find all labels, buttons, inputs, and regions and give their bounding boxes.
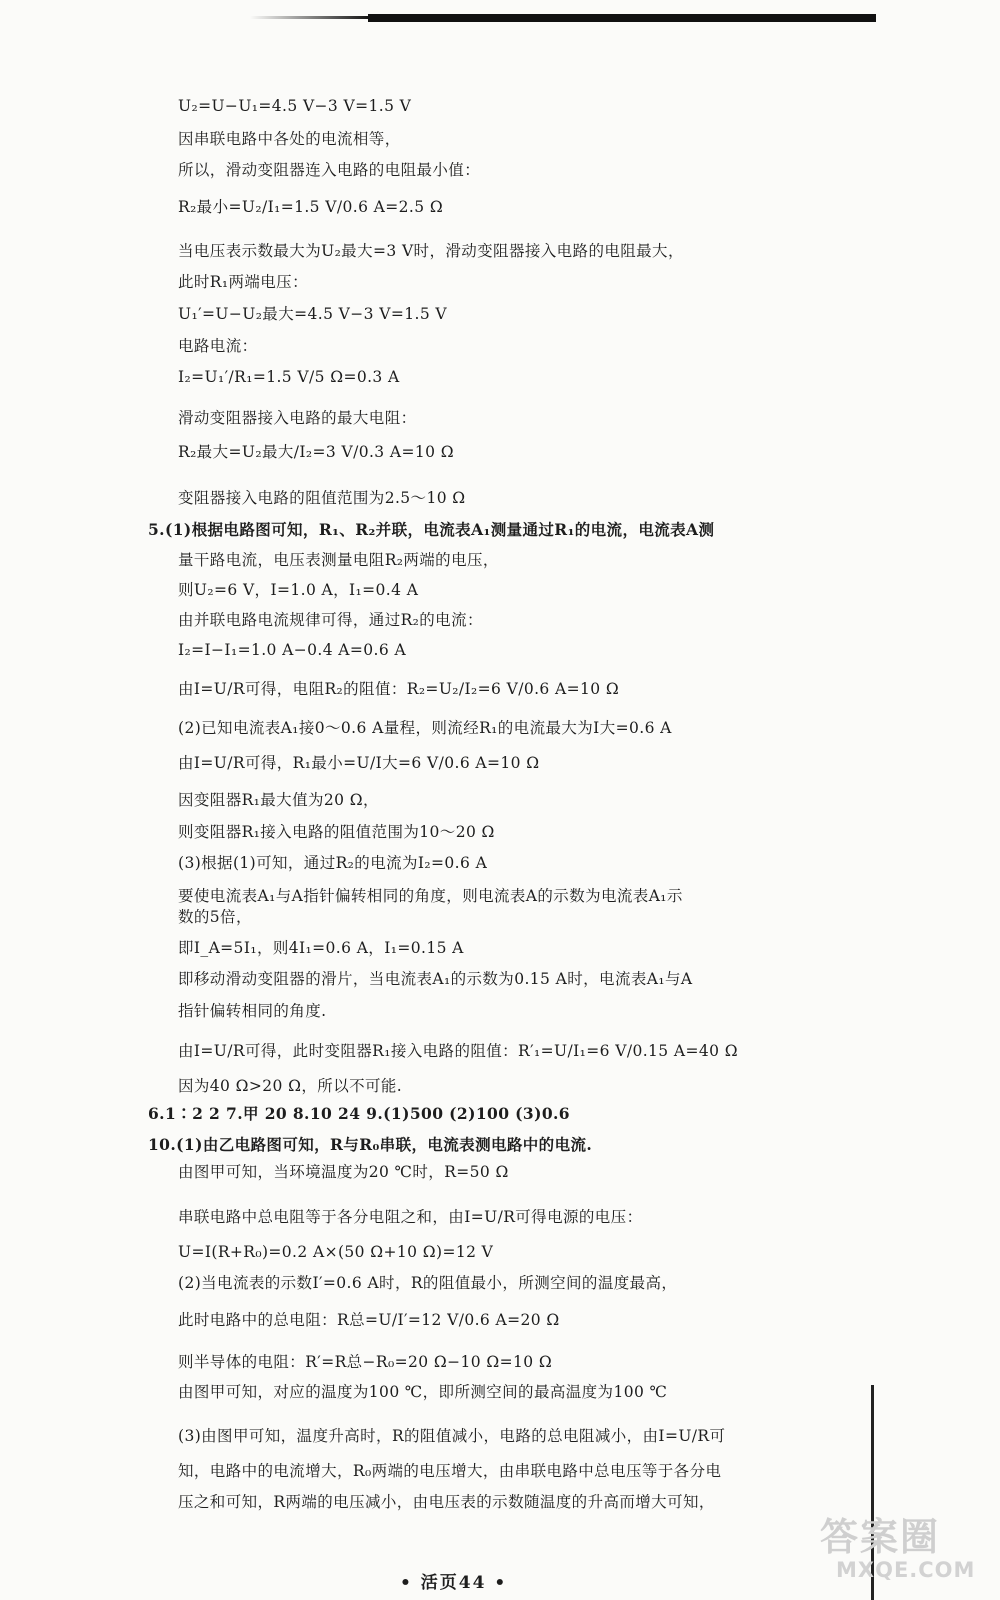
solution-line: 由并联电路电流规律可得，通过R₂的电流： (178, 611, 483, 629)
solution-line: 滑动变阻器接入电路的最大电阻： (178, 409, 417, 427)
formula-line: 由I=U/R可得，此时变阻器R₁接入电路的阻值：R′₁=U/I₁=6 V/0.15 A=40 Ω (178, 1042, 738, 1060)
formula-line: I₂=U₁′/R₁=1.5 V/5 Ω=0.3 A (178, 368, 400, 386)
formula-line: R₂最大=U₂最大/I₂=3 V/0.3 A=10 Ω (178, 443, 454, 461)
formula-line: 由I=U/R可得，R₁最小=U/I大=6 V/0.6 A=10 Ω (178, 754, 540, 772)
solution-line: 则变阻器R₁接入电路的阻值范围为10～20 Ω (178, 823, 495, 841)
answers-6-9-line: 6.1∶2 2 7.甲 20 8.10 24 9.(1)500 (2)100 (3)0.6 (148, 1104, 570, 1123)
solution-line: 即移动滑动变阻器的滑片，当电流表A₁的示数为0.15 A时，电流表A₁与A (178, 970, 693, 988)
formula-line: 此时电路中的总电阻：R总=U/I′=12 V/0.6 A=20 Ω (178, 1311, 560, 1329)
watermark (806, 1506, 976, 1596)
solution-line: 压之和可知，R两端的电压减小，由电压表的示数随温度的升高而增大可知， (178, 1493, 715, 1511)
solution-line: I₂=I−I₁=1.0 A−0.4 A=0.6 A (178, 641, 407, 659)
solution-line: 因为40 Ω>20 Ω，所以不可能. (178, 1077, 403, 1095)
formula-line: (3)由图甲可知，温度升高时，R的阻值减小，电路的总电阻减小，由I=U/R可 (178, 1427, 726, 1445)
watermark-url: MXQE.COM (836, 1558, 976, 1582)
solution-line: 由图甲可知，当环境温度为20 ℃时，R=50 Ω (178, 1163, 509, 1181)
formula-line: 由I=U/R可得，电阻R₂的阻值：R₂=U₂/I₂=6 V/0.6 A=10 Ω (178, 680, 620, 698)
solution-line: U₁′=U−U₂最大=4.5 V−3 V=1.5 V (178, 305, 447, 323)
solution-line: 当电压表示数最大为U₂最大=3 V时，滑动变阻器接入电路的电阻最大， (178, 242, 684, 260)
solution-line: 变阻器接入电路的阻值范围为2.5～10 Ω (178, 489, 466, 507)
solution-line: 量干路电流，电压表测量电阻R₂两端的电压， (178, 551, 499, 569)
solution-line: 则U₂=6 V，I=1.0 A，I₁=0.4 A (178, 581, 419, 599)
formula-line: R₂最小=U₂/I₁=1.5 V/0.6 A=2.5 Ω (178, 198, 444, 216)
page-number: • 活页44 • (400, 1573, 508, 1593)
solution-line: 要使电流表A₁与A指针偏转相同的角度，则电流表A的示数为电流表A₁示 (178, 887, 683, 905)
solution-line: 即I_A=5I₁，则4I₁=0.6 A，I₁=0.15 A (178, 939, 464, 957)
solution-line: 由图甲可知，对应的温度为100 ℃，即所测空间的最高温度为100 ℃ (178, 1383, 668, 1401)
solution-line: U=I(R+R₀)=0.2 A×(50 Ω+10 Ω)=12 V (178, 1243, 494, 1261)
formula-line: 串联电路中总电阻等于各分电阻之和，由I=U/R可得电源的电压： (178, 1208, 643, 1226)
solution-line: 知，电路中的电流增大，R₀两端的电压增大，由串联电路中总电压等于各分电 (178, 1462, 722, 1480)
solution-line: 此时R₁两端电压： (178, 273, 308, 291)
solution-line: 则半导体的电阻：R′=R总−R₀=20 Ω−10 Ω=10 Ω (178, 1353, 553, 1371)
solution-line: (2)当电流表的示数I′=0.6 A时，R的阻值最小，所测空间的温度最高， (178, 1274, 678, 1292)
solution-line: U₂=U−U₁=4.5 V−3 V=1.5 V (178, 97, 412, 115)
solution-line: 数的5倍， (178, 908, 252, 926)
solution-line: 电路电流： (178, 337, 258, 355)
question-10-line: 10.(1)由乙电路图可知，R与R₀串联，电流表测电路中的电流. (148, 1135, 593, 1154)
watermark-logo: 答案圈 (820, 1515, 941, 1559)
solution-line: 指针偏转相同的角度. (178, 1002, 327, 1020)
solution-line: (2)已知电流表A₁接0～0.6 A量程，则流经R₁的电流最大为I大=0.6 A (178, 719, 672, 737)
question-5-line: 5.(1)根据电路图可知，R₁、R₂并联，电流表A₁测量通过R₁的电流，电流表A测 (148, 520, 715, 539)
solution-line: 因串联电路中各处的电流相等， (178, 130, 401, 148)
solution-line: (3)根据(1)可知，通过R₂的电流为I₂=0.6 A (178, 854, 488, 872)
solution-line: 所以，滑动变阻器连入电路的电阻最小值： (178, 161, 481, 179)
solution-line: 因变阻器R₁最大值为20 Ω， (178, 791, 379, 809)
